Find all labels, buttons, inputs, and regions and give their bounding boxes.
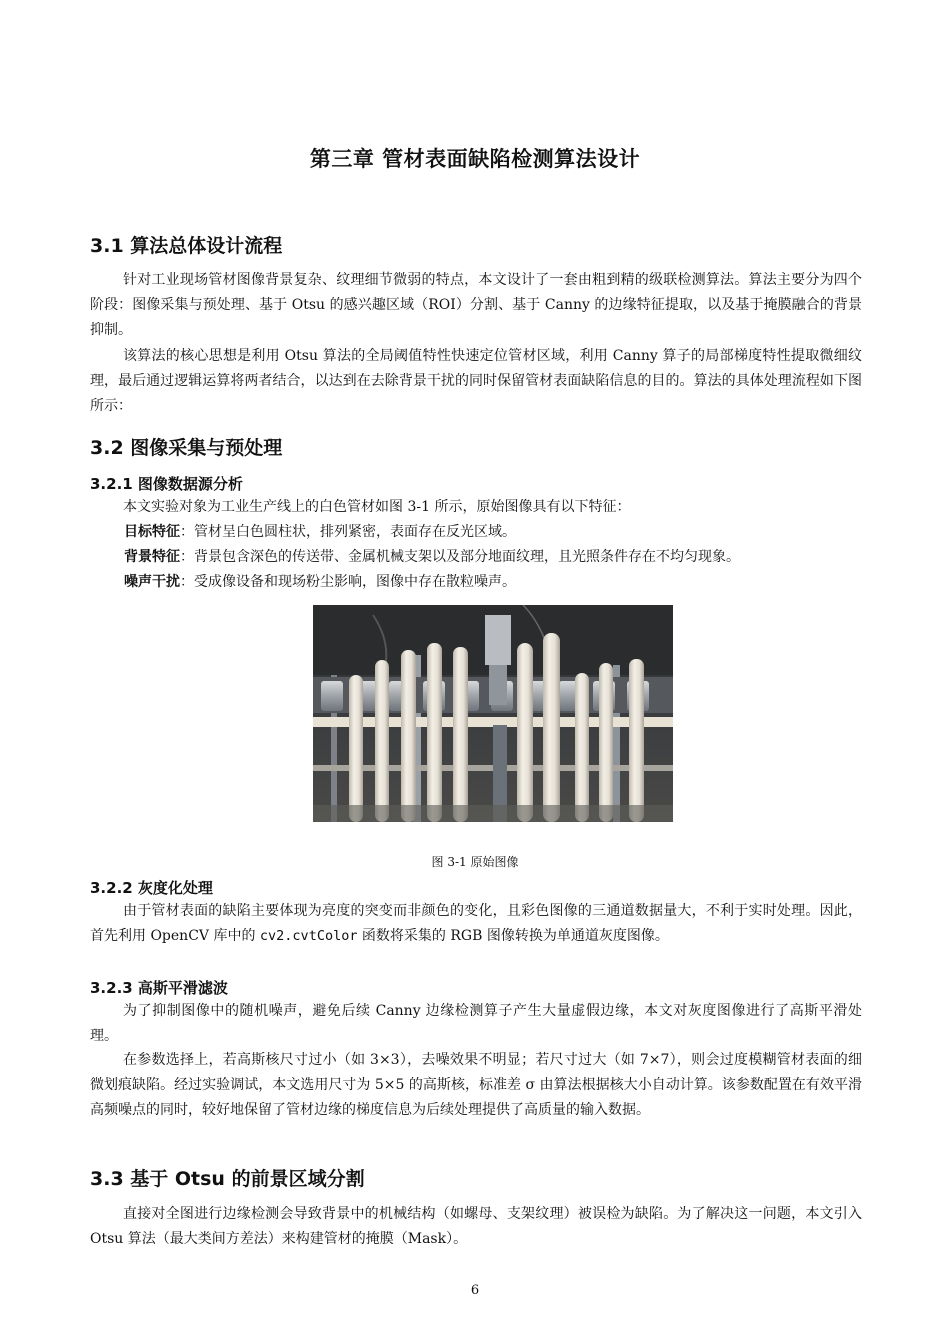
section-3-2-3-paragraph-1: 为了抑制图像中的随机噪声，避免后续 Canny 边缘检测算子产生大量虚假边缘，本文对灰度图像进行了高斯平滑处理。 [90, 1003, 862, 1044]
section-3-3-heading: 3.3 基于 Otsu 的前景区域分割 [90, 1168, 365, 1190]
inline-code: cv2.cvtColor [259, 928, 358, 944]
section-3-2-heading: 3.2 图像采集与预处理 [90, 437, 283, 459]
feature-text: ：管材呈白色圆柱状，排列紧密，表面存在反光区域。 [180, 524, 516, 540]
section-3-2-1-heading: 3.2.1 图像数据源分析 [90, 475, 243, 493]
section-3-2-3-paragraph-2: 在参数选择上，若高斯核尺寸过小（如 3×3），去噪效果不明显；若尺寸过大（如 7×7），则会过度模糊管材表面的细微划痕缺陷。经过实验调试，本文选用尺寸为 5×5 的高斯核，标准差 σ 由算法根据核大小自动计算。该参数配置在有效平滑高频噪点的同时，较好地保留了管材边缘的梯度信息为后续处理提供了高质量的输入数据。 [90, 1052, 862, 1118]
section-3-2-2-paragraph [90, 899, 862, 949]
feature-label: 目标特征 [124, 524, 180, 540]
section-3-2-2-heading: 3.2.2 灰度化处理 [90, 879, 213, 897]
page-number: 6 [470, 1283, 480, 1298]
feature-text: ：背景包含深色的传送带、金属机械支架以及部分地面纹理，且光照条件存在不均匀现象。 [180, 549, 740, 565]
section-3-1-paragraph-1: 针对工业现场管材图像背景复杂、纹理细节微弱的特点，本文设计了一套由粗到精的级联检测算法。算法主要分为四个阶段：图像采集与预处理、基于 Otsu 的感兴趣区域（ROI）分割、基于 Canny 的边缘特征提取，以及基于掩膜融合的背景抑制。 [90, 272, 862, 338]
section-3-2-1-intro: 本文实验对象为工业生产线上的白色管材如图 3-1 所示，原始图像具有以下特征： [123, 499, 631, 515]
feature-text: ：受成像设备和现场粉尘影响，图像中存在散粒噪声。 [180, 574, 516, 590]
text-run: 由于管材表面的缺陷主要体现为亮度的突变而非颜色的变化，且彩色图像的三通道数据量大，不利于实时处理。因此，首先利用 OpenCV 库中的 [90, 903, 862, 944]
feature-noise [124, 570, 874, 595]
section-3-2-3-heading: 3.2.3 高斯平滑滤波 [90, 979, 228, 997]
figure-caption: 图 3-1 原始图像 [431, 855, 519, 869]
feature-label: 噪声干扰 [124, 574, 180, 590]
feature-background [124, 545, 874, 570]
original-pipe-photo [313, 605, 673, 822]
chapter-title: 第三章 管材表面缺陷检测算法设计 [309, 147, 641, 171]
section-3-1-heading: 3.1 算法总体设计流程 [90, 235, 283, 257]
section-3-3-paragraph-1: 直接对全图进行边缘检测会导致背景中的机械结构（如螺母、支架纹理）被误检为缺陷。为了解决这一问题，本文引入 Otsu 算法（最大类间方差法）来构建管材的掩膜（Mask）。 [90, 1206, 862, 1247]
section-3-1-paragraph-2: 该算法的核心思想是利用 Otsu 算法的全局阈值特性快速定位管材区域，利用 Canny 算子的局部梯度特性提取微细纹理，最后通过逻辑运算将两者结合，以达到在去除背景干扰的同时保留管材表面缺陷信息的目的。算法的具体处理流程如下图所示： [90, 348, 862, 414]
feature-target [124, 520, 874, 545]
feature-label: 背景特征 [124, 549, 180, 565]
text-run: 函数将采集的 RGB 图像转换为单通道灰度图像。 [357, 928, 669, 944]
